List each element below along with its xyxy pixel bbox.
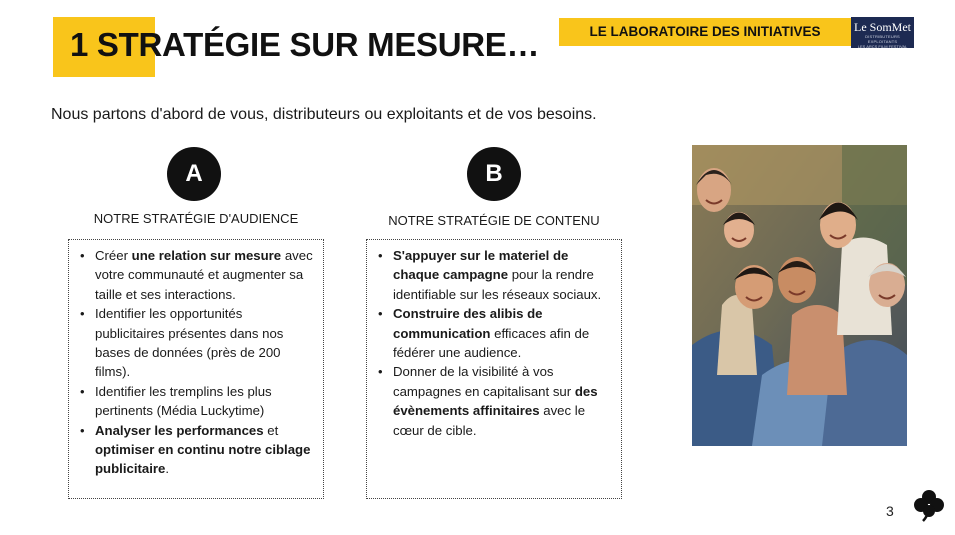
page-title: 1 STRATÉGIE SUR MESURE… <box>70 26 540 63</box>
list-item-text: S'appuyer sur le materiel de chaque campagne <box>393 248 569 283</box>
family-photo <box>692 145 907 446</box>
list-item <box>393 246 611 304</box>
list-item-text: Analyser les performances <box>95 422 268 438</box>
list-item <box>95 304 313 382</box>
badge-a: A <box>167 147 221 201</box>
column-heading-content: NOTRE STRATÉGIE DE CONTENU <box>388 213 600 228</box>
list-item-text: efficaces afin de fédérer une audience. <box>393 325 590 361</box>
content-strategy-list <box>375 246 611 440</box>
brand-bar: LE LABORATOIRE DES INITIATIVES <box>559 18 851 46</box>
list-item-text: . <box>165 461 170 477</box>
badge-b: B <box>467 147 521 201</box>
list-item-text: des évènements affinitaires <box>393 383 598 419</box>
list-item-text: avec le cœur de cible. <box>393 403 586 438</box>
logo-tagline: LES ARCS FILM FESTIVAL <box>857 44 908 49</box>
list-item <box>95 382 313 421</box>
clover-icon <box>912 488 946 522</box>
page-number: 3 <box>886 503 894 519</box>
audience-strategy-list <box>77 246 313 479</box>
list-item <box>393 362 611 440</box>
festival-logo <box>851 17 914 48</box>
audience-strategy-box <box>68 239 324 499</box>
content-strategy-box <box>366 239 622 499</box>
list-item-text: optimiser en continu notre ciblage publicitaire <box>95 442 311 477</box>
logo-subtitle: DISTRIBUTEURS EXPLOITANTS <box>865 34 900 44</box>
logo-name: Le SomMet <box>854 20 911 34</box>
list-item-text: Créer <box>95 248 132 263</box>
list-item-text: et <box>267 422 279 438</box>
column-heading-audience: NOTRE STRATÉGIE D'AUDIENCE <box>93 211 299 226</box>
list-item-text: Donner de la visibilité à vos campagnes en capitalisant sur <box>393 364 575 399</box>
list-item <box>393 304 611 362</box>
list-item-text: pour la rendre identifiable sur les réseaux sociaux. <box>393 267 602 302</box>
list-item-text: Construire des alibis de communication <box>393 306 543 341</box>
intro-text: Nous partons d'abord de vous, distributeurs ou exploitants et de vos besoins. <box>51 106 597 123</box>
list-item-text: Identifier les tremplins les plus pertinents (Média Luckytime) <box>95 383 272 419</box>
list-item <box>95 421 313 479</box>
list-item-text: Identifier les opportunités publicitaires présentes dans nos bases de données (près de 200 films). <box>95 306 284 380</box>
list-item-text: avec votre communauté et augmenter sa taille et ses interactions. <box>95 248 313 302</box>
list-item-text: une relation sur mesure <box>131 248 282 263</box>
list-item <box>95 246 313 304</box>
